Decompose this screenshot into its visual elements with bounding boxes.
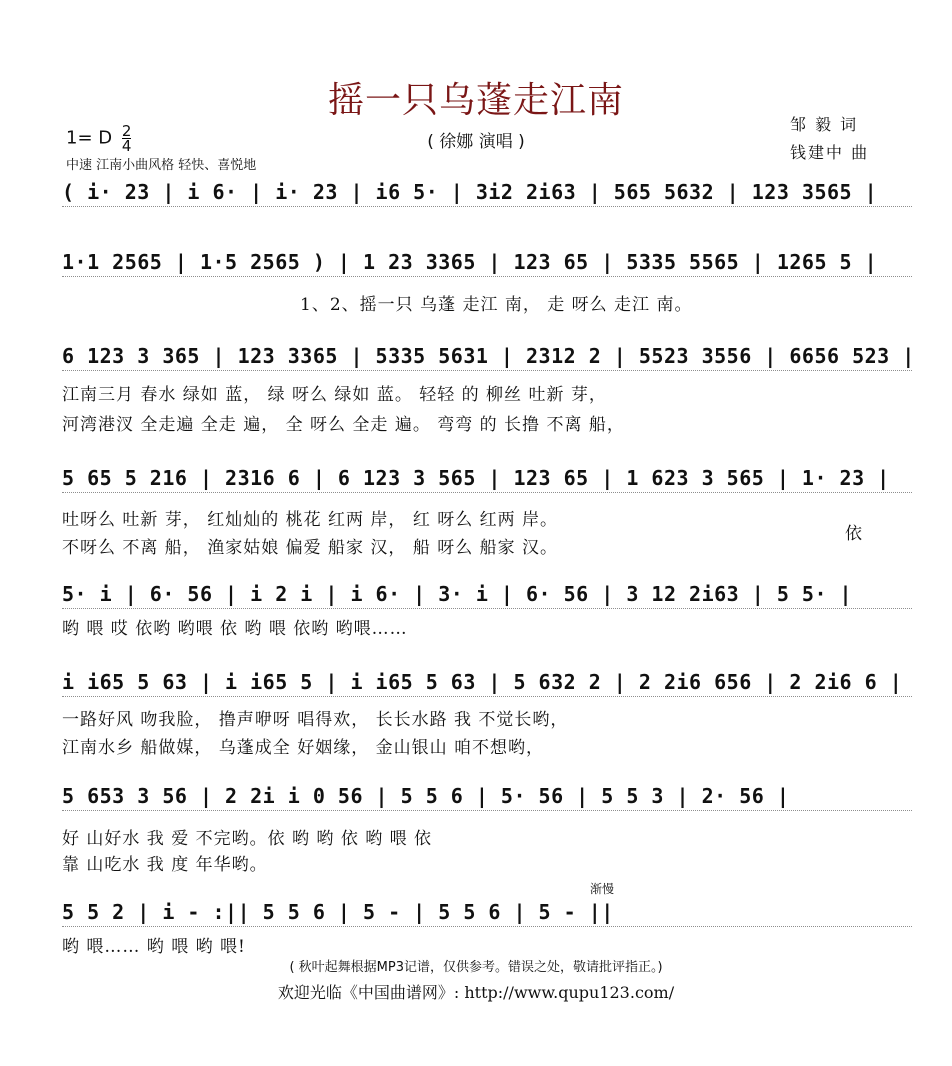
transcription-note: ( 秋叶起舞根据MP3记谱，仅供参考。错误之处，敬请批评指正。) bbox=[289, 960, 663, 975]
lyricist-credit: 邹 毅 词 bbox=[790, 115, 859, 134]
song-title: 摇一只乌蓬走江南 bbox=[327, 80, 624, 121]
lyric-row-7-line-1: 好 山好水 我 爱 不完哟。依 哟 哟 依 哟 喂 依 bbox=[62, 829, 433, 849]
lyric-row-6-line-2: 江南水乡 船做媒， 乌蓬成全 好姻缘， 金山银山 咱不想哟， bbox=[62, 738, 545, 758]
score-row-2: 1·1 2565 | 1·5 2565 ) | 1 23 3365 | 123 65 | 5335 5565 | 1265 5 | bbox=[62, 250, 912, 277]
composer-credit: 钱建中 曲 bbox=[790, 143, 870, 162]
score-row-5: 5· i | 6· 56 | i 2 i | i 6· | 3· i | 6· 56 | 3 12 2i63 | 5 5· | bbox=[62, 582, 912, 609]
lyric-row-3-line-1: 江南三月 春水 绿如 蓝， 绿 呀么 绿如 蓝。 轻轻 的 柳丝 吐新 芽， bbox=[62, 385, 607, 405]
lyric-row-7-line-2: 靠 山吃水 我 度 年华哟。 bbox=[62, 855, 268, 875]
time-top: 2 bbox=[121, 122, 132, 140]
lyric-row-2-line-1: 1、2、摇一只 乌蓬 走江 南， 走 呀么 走江 南。 bbox=[300, 295, 693, 315]
score-row-7: 5 653 3 56 | 2 2i i 0 56 | 5 5 6 | 5· 56 | 5 5 3 | 2· 56 | bbox=[62, 784, 912, 811]
key-label: 1= D bbox=[66, 127, 113, 149]
lyric-row-4-line-1: 吐呀么 吐新 芽， 红灿灿的 桃花 红两 岸， 红 呀么 红两 岸。 bbox=[62, 510, 559, 530]
site-welcome-link[interactable]: 欢迎光临《中国曲谱网》: http://www.qupu123.com/ bbox=[277, 983, 675, 1002]
tempo-marking: 中速 江南小曲风格 轻快、喜悦地 bbox=[66, 158, 257, 173]
score-row-8: 5 5 2 | i - :|| 5 5 6 | 5 - | 5 5 6 | 5 - || bbox=[62, 900, 912, 927]
marker-jianman: 渐慢 bbox=[590, 882, 615, 896]
lyric-row-6-line-1: 一路好风 吻我脸， 撸声咿呀 唱得欢， 长长水路 我 不觉长哟， bbox=[62, 710, 569, 730]
score-row-6: i i65 5 63 | i i65 5 | i i65 5 63 | 5 632 2 | 2 2i6 656 | 2 2i6 6 | bbox=[62, 670, 912, 697]
marker-yi: 依 bbox=[845, 524, 863, 544]
singer-credit: ( 徐娜 演唱 ) bbox=[427, 132, 525, 152]
key-signature bbox=[66, 124, 131, 153]
score-row-1: ( i· 23 | i 6· | i· 23 | i6 5· | 3i2 2i63 | 565 5632 | 123 3565 | bbox=[62, 180, 912, 207]
lyric-row-8-line-1: 哟 喂…… 哟 喂 哟 喂! bbox=[62, 937, 246, 957]
lyric-row-4-line-2: 不呀么 不离 船， 渔家姑娘 偏爱 船家 汉， 船 呀么 船家 汉。 bbox=[62, 538, 559, 558]
score-row-3: 6 123 3 365 | 123 3365 | 5335 5631 | 2312 2 | 5523 3556 | 6656 523 | bbox=[62, 344, 912, 371]
lyric-row-3-line-2: 河湾港汊 全走遍 全走 遍， 全 呀么 全走 遍。 弯弯 的 长撸 不离 船， bbox=[62, 415, 625, 435]
lyric-row-5-line-1: 哟 喂 哎 依哟 哟喂 依 哟 喂 依哟 哟喂…… bbox=[62, 619, 408, 639]
time-bottom: 4 bbox=[121, 137, 132, 155]
time-signature bbox=[122, 124, 132, 153]
score-row-4: 5 65 5 216 | 2316 6 | 6 123 3 565 | 123 65 | 1 623 3 565 | 1· 23 | bbox=[62, 466, 912, 493]
